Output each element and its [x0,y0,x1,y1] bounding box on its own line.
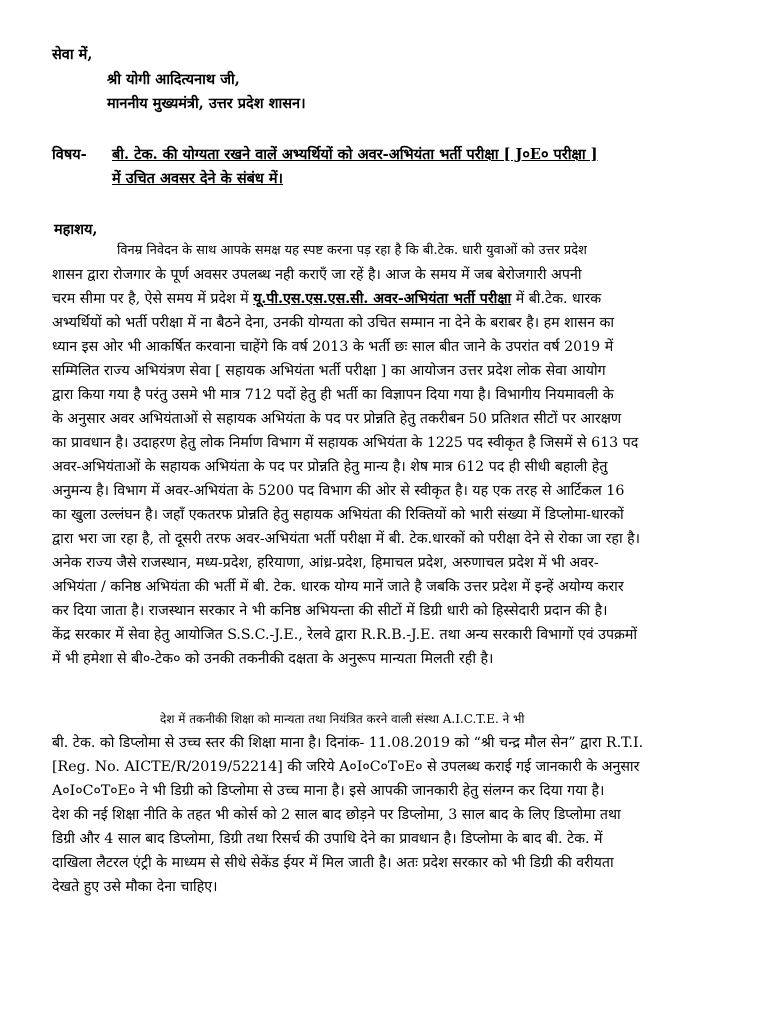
paragraph-1-line: विनम्र निवेदन के साथ आपके समक्ष यह स्पष्ट करना पड़ रहा है कि बी.टेक. धारी युवाओं को उत्तर प्रदेश [117,243,587,258]
paragraph-1-line: द्वारा भरा जा रहा है, तो दूसरी तरफ अवर-अभियंता भर्ती परीक्षा में बी. टेक.धारकों को परीक्षा देने से रोका जा रहा है। [52,531,641,547]
paragraph-1-line: कर दिया जाता है। राजस्थान सरकार ने भी कनिष्ठ अभियन्ता की सीटों में डिग्री धारी को हिस्सेदारी प्रदान की है। [52,603,608,619]
paragraph-2-line: A०I०C०T०E० ने भी डिग्री को डिप्लोमा से उच्च माना है। इसे आपकी जानकारी हेतु संलग्न कर दिया गया है। [52,783,605,799]
salutation: सेवा में, [52,46,93,63]
paragraph-1-line: द्वारा किया गया है परंतु उसमे भी मात्र 712 पदों हेतु ही भर्ती का विज्ञापन दिया गया है। विभागीय नियमावली के [52,387,614,403]
paragraph-1-line: का प्रावधान है। उदाहरण हेतु लोक निर्माण विभाग में सहायक अभियंता के 1225 पद स्वीकृत है जिसमें से 613 पद [52,435,639,451]
paragraph-1-line: अभ्यर्थियों को भर्ती परीक्षा में ना बैठने देना, उनकी योग्यता को उचित सम्मान ना देने के बराबर है। हम शासन का [52,315,615,331]
paragraph-2-line: देश में तकनीकी शिक्षा को मान्यता तथा नियंत्रित करने वाली संस्था A.I.C.T.E. ने भी [160,712,525,726]
paragraph-1-line: ध्यान इस ओर भी आकर्षित करवाना चाहेंगे कि वर्ष 2013 के भर्ती छः साल बीत जाने के उपरांत वर्ष 2019 में [52,339,614,355]
paragraph-1-line: सम्मिलित राज्य अभियंत्रण सेवा [ सहायक अभियंता भर्ती परीक्षा ] का आयोजन उत्तर प्रदेश लोक सेवा आयोग [52,363,606,379]
exam-name-highlight: यू.पी.एस.एस.एस.सी. अवर-अभियंता भर्ती परीक्षा [253,291,512,307]
paragraph-1-line: अवर-अभियंताओं के सहायक अभियंता के पद पर प्रोन्नति हेतु मान्य है। शेष मात्र 612 पद ही सीधी बहाली हेतु [52,459,608,475]
paragraph-1-line: के अनुसार अवर अभियंताओं से सहायक अभियंता के पद पर प्रोन्नति हेतु तकरीबन 50 प्रतिशत सीटों पर आरक्षण [52,411,622,427]
paragraph-1-line3-head: चरम सीमा पर है, ऐसे समय में प्रदेश में [52,291,254,307]
paragraph-2-line: [Reg. No. AICTE/R/2019/52214] की जरिये A०I०C०T०E० से उपलब्ध कराई गई जानकारी के अनुसार [52,759,640,775]
paragraph-1-line: केंद्र सरकार में सेवा हेतु आयोजित S.S.C.-J.E., रेलवे द्वारा R.R.B.-J.E. तथा अन्य सरकारी विभागों एवं उपक्रमों [52,627,638,643]
paragraph-1-line: का खुला उल्लंघन है। जहाँ एकतरफ प्रोन्नति हेतु सहायक अभियंता की रिक्तियों को भारी संख्या में डिप्लोमा-धारकों [52,507,624,523]
recipient-title: माननीय मुख्यमंत्री, उत्तर प्रदेश शासन। [107,95,306,112]
paragraph-2-line: बी. टेक. को डिप्लोमा से उच्च स्तर की शिक्षा माना है। दिनांक- 11.08.2019 को “श्री चन्द्र मौल सेन” द्वारा R.T.I. [52,735,644,751]
subject-label: विषय- [52,146,87,163]
subject-line-1: बी. टेक. की योग्यता रखने वालें अभ्यर्थियों को अवर-अभियंता भर्ती परीक्षा [ J०E० परीक्षा ] [112,146,598,163]
paragraph-2-line: देश की नई शिक्षा नीति के तहत भी कोर्स को 2 साल बाद छोड़ने पर डिप्लोमा, 3 साल बाद के लिए डिप्लोमा तथा [52,807,621,823]
paragraph-2-line: दाखिला लैटरल एंट्री के माध्यम से सीधे सेकेंड ईयर में मिल जाती है। अतः प्रदेश सरकार को भी डिग्री की वरीयता [52,855,614,871]
paragraph-2-line: डिग्री और 4 साल बाद डिप्लोमा, डिग्री तथा रिसर्च की उपाधि देने का प्रावधान है। डिप्लोमा के बाद बी. टेक. में [52,831,603,847]
paragraph-1-line: में भी हमेशा से बी०-टेक० को उनकी तकनीकी दक्षता के अनुरूप मान्यता मिलती रही है। [52,651,494,667]
greeting: महाशय, [54,221,98,238]
paragraph-1-line: अनुमन्य है। विभाग में अवर-अभियंता के 5200 पद विभाग की ओर से स्वीकृत है। यह एक तरह से आर्टिकल 16 [52,483,625,499]
paragraph-1-line: शासन द्वारा रोजगार के पूर्ण अवसर उपलब्ध नही कराएँ जा रहें है। आज के समय में जब बेरोजगारी अपनी [52,267,582,283]
recipient-name: श्री योगी आदित्यनाथ जी, [107,71,240,88]
subject-line-2: में उचित अवसर देने के संबंध में। [112,170,284,187]
paragraph-1-line-highlight [52,290,712,308]
paragraph-2-line: देखते हुए उसे मौका देना चाहिए। [52,879,218,895]
paragraph-1-line: अभियंता / कनिष्ठ अभियंता की भर्ती में बी. टेक. धारक योग्य मानें जाते है जबकि उत्तर प्रदेश में इन्हें अयोग्य करार [52,579,624,595]
paragraph-1-line: अनेक राज्य जैसे राजस्थान, मध्य-प्रदेश, हरियाणा, आंध्र-प्रदेश, हिमाचल प्रदेश, अरुणाचल प्रदेश में भी अवर- [52,555,599,571]
paragraph-1-line3-tail: में बी.टेक. धारक [511,291,602,307]
